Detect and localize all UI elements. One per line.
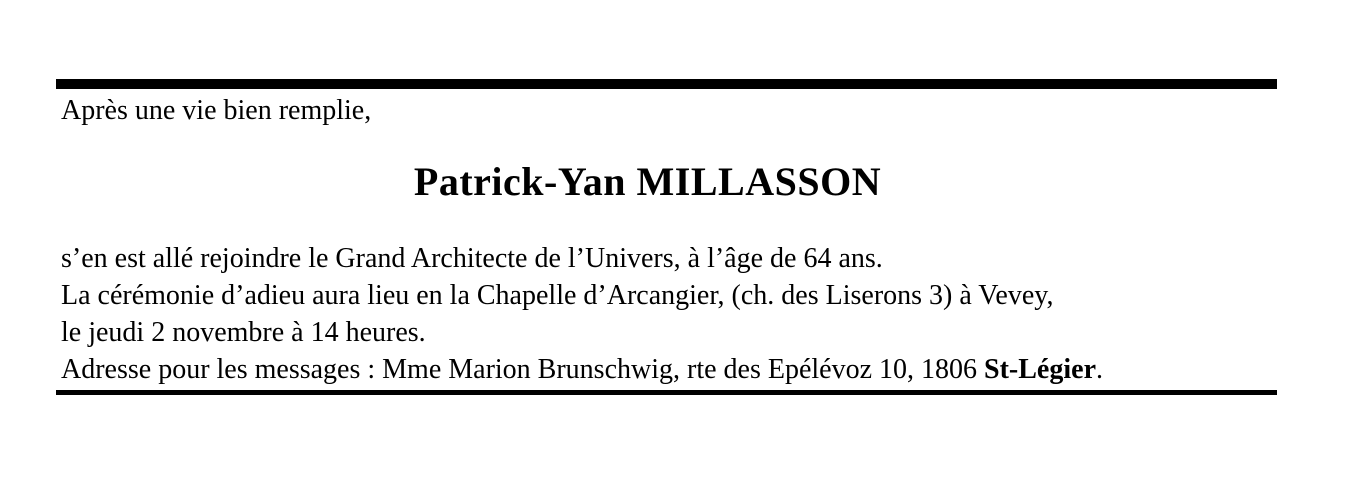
- intro-line: Après une vie bien remplie,: [61, 95, 372, 126]
- address-text: Adresse pour les messages : Mme Marion Brunschwig, rte des Epélévoz 10, 1806: [61, 354, 985, 385]
- body-line-datetime: le jeudi 2 novembre à 14 heures.: [61, 317, 426, 348]
- body-line-ceremony: La cérémonie d’adieu aura lieu en la Chapelle d’Arcangier, (ch. des Liserons 3) à Vevey,: [61, 280, 1054, 311]
- top-rule: [56, 79, 1277, 89]
- address-period: .: [1096, 354, 1103, 385]
- bottom-rule: [56, 390, 1277, 395]
- body-line-death: s’en est allé rejoindre le Grand Architecte de l’Univers, à l’âge de 64 ans.: [61, 243, 883, 274]
- address-locality: St-Légier: [984, 354, 1096, 385]
- address-line: [61, 351, 1321, 388]
- deceased-name: Patrick-Yan MILLASSON: [413, 159, 882, 204]
- notice-body: [61, 240, 1321, 388]
